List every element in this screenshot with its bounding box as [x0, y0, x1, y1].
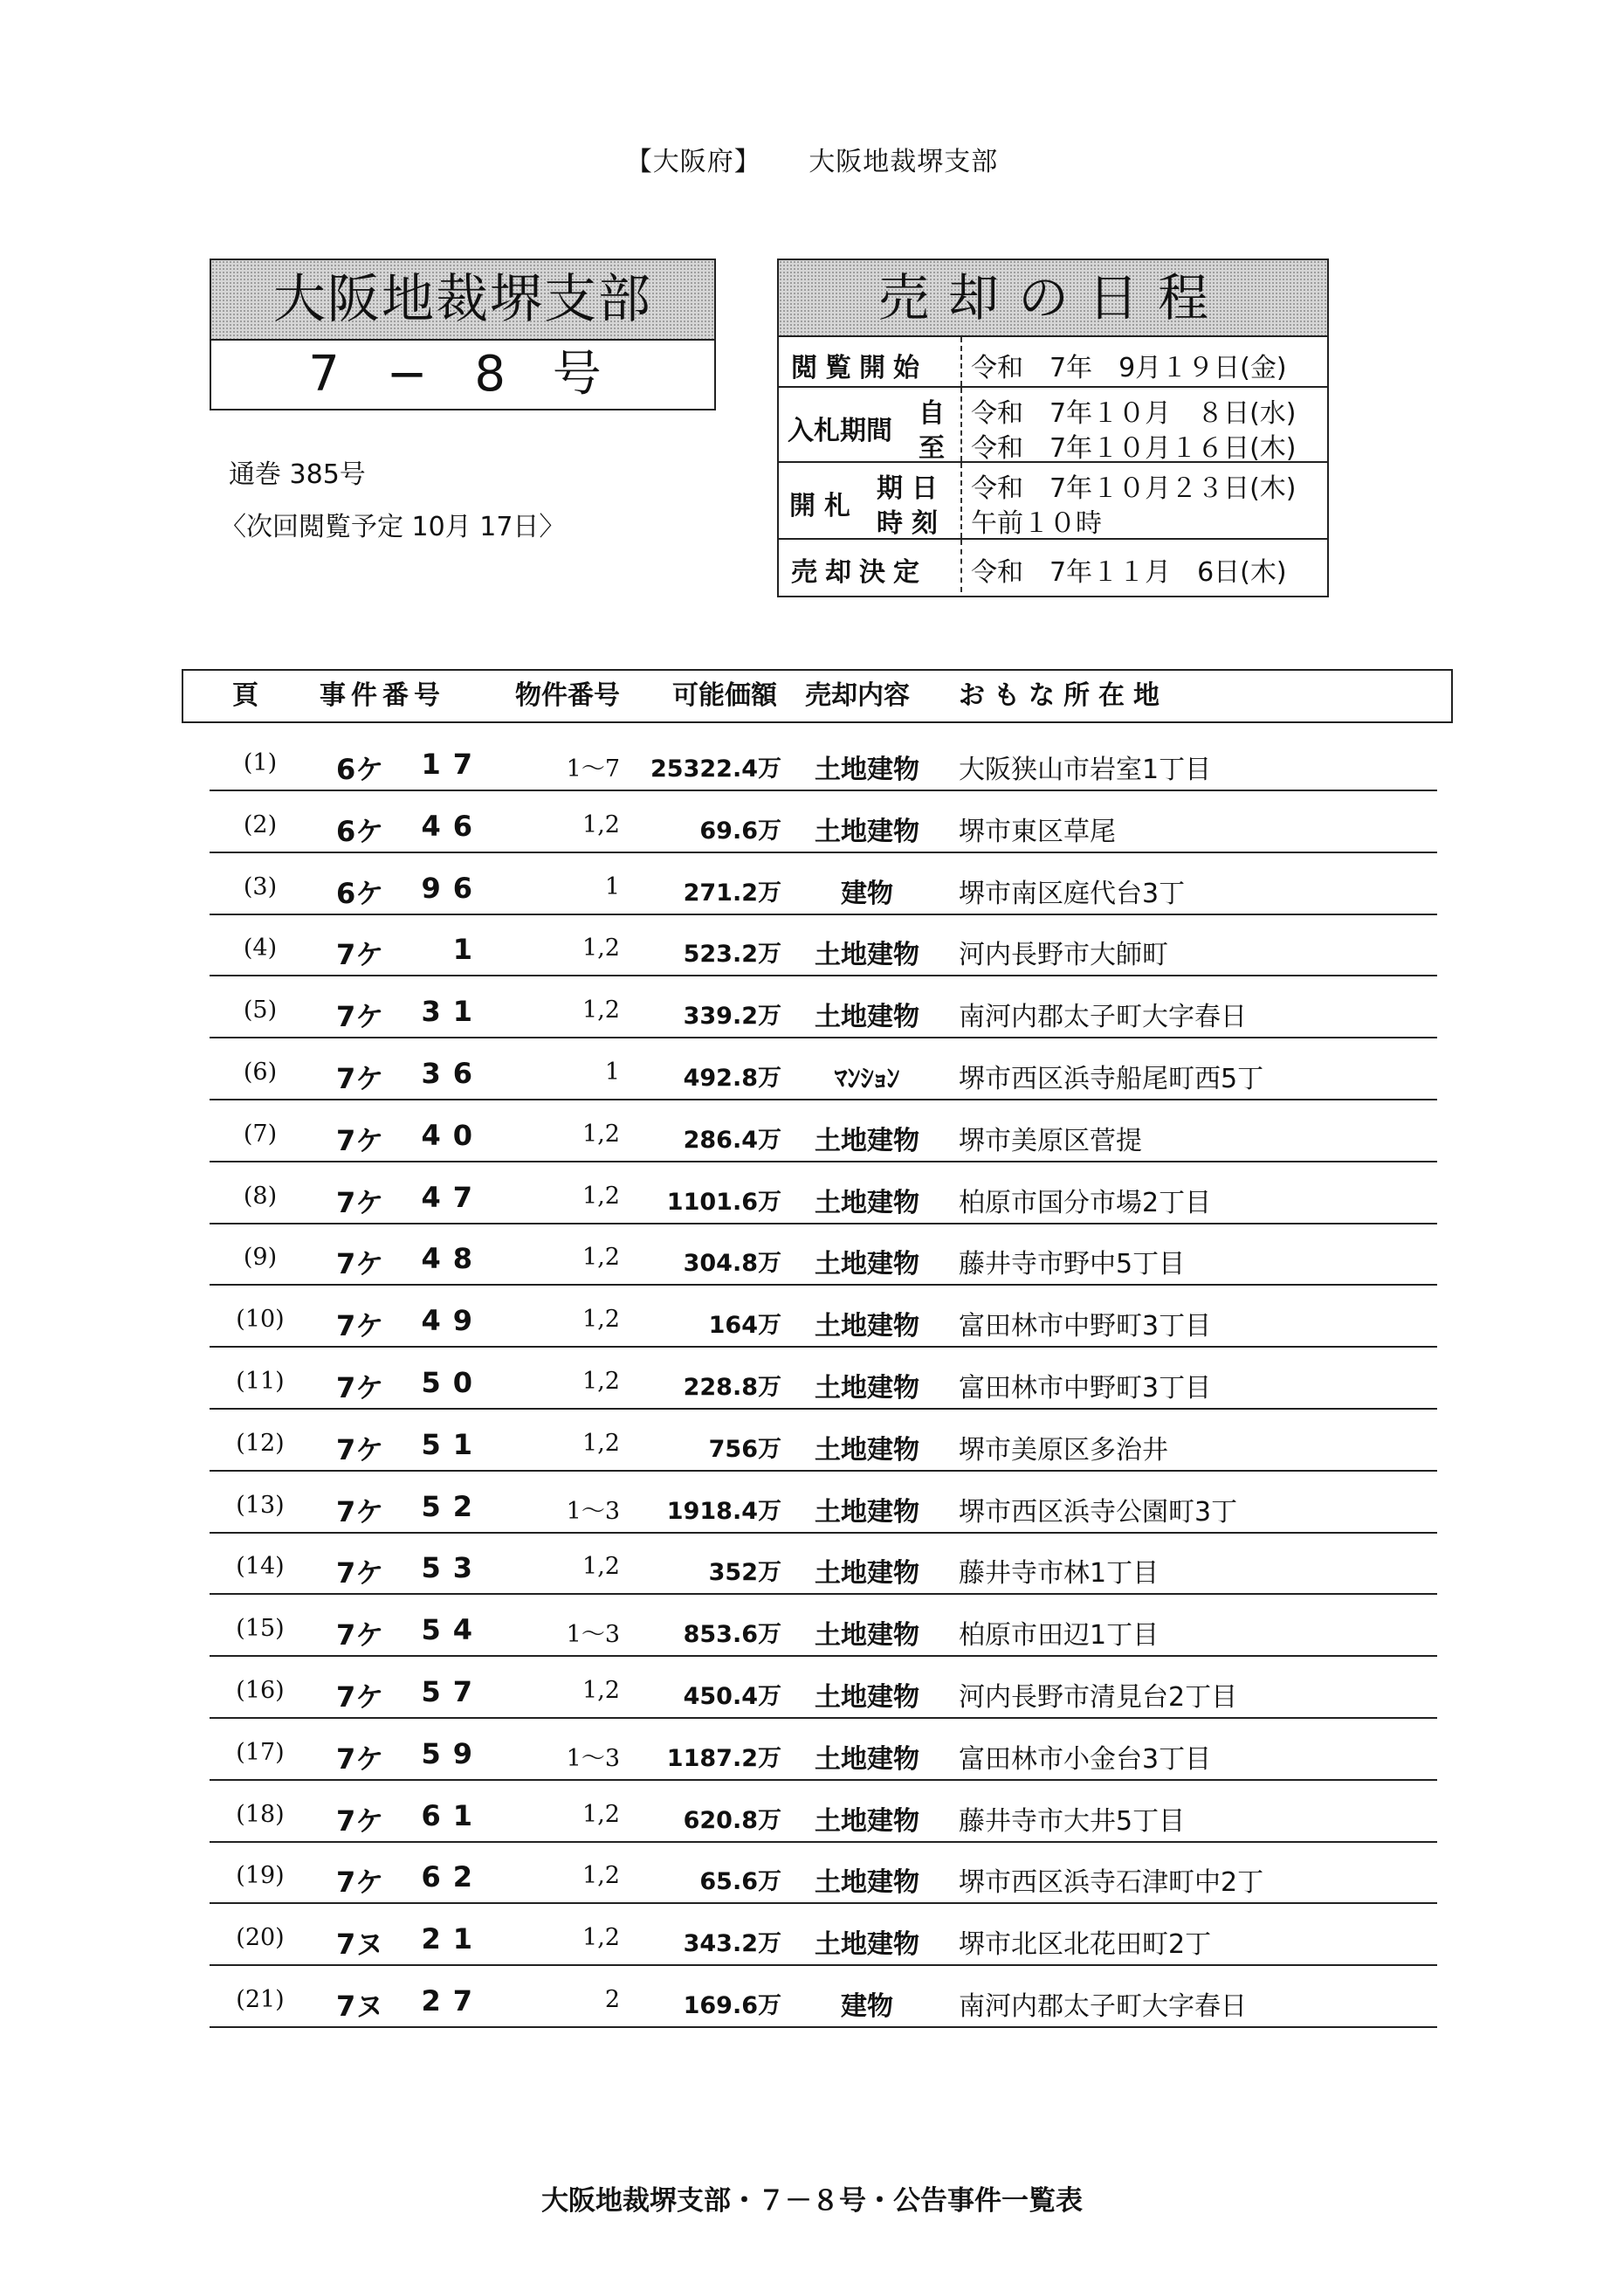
row-price: 304.8万 — [683, 1250, 781, 1277]
row-case-number: 57 — [421, 1675, 485, 1708]
row-divider — [210, 1593, 1437, 1595]
row-case-number: 50 — [421, 1366, 485, 1399]
row-case: 7ケ — [336, 1866, 384, 1899]
row-case: 6ケ — [336, 753, 384, 786]
schedule-row-opening — [779, 463, 1327, 540]
row-address: 堺市北区北花田町2丁 — [959, 1929, 1212, 1960]
row-page: (17) — [236, 1739, 285, 1766]
row-divider — [210, 2026, 1437, 2028]
row-sale-type: 土地建物 — [815, 1311, 919, 1342]
row-sale-type: 土地建物 — [815, 1929, 919, 1960]
sale-schedule-box — [777, 259, 1329, 597]
row-address: 堺市南区庭代台3丁 — [959, 879, 1186, 909]
row-divider — [210, 852, 1437, 853]
row-price: 1918.4万 — [666, 1498, 781, 1525]
page-header — [0, 140, 1624, 178]
row-property-number: 2 — [604, 1986, 620, 2013]
row-sale-type: 土地建物 — [815, 1867, 919, 1898]
row-case-number: 62 — [421, 1860, 485, 1893]
row-sale-type: 土地建物 — [815, 1249, 919, 1280]
row-property-number: 1,2 — [582, 1244, 620, 1271]
row-property-number: 1,2 — [582, 997, 620, 1024]
row-price: 1187.2万 — [666, 1745, 781, 1772]
row-sale-type: 土地建物 — [815, 940, 919, 970]
row-case: 7ケ — [336, 1371, 384, 1404]
opening-date-label: 期日 — [877, 473, 946, 504]
opening-time-label: 時刻 — [877, 508, 946, 539]
row-page: (16) — [236, 1677, 285, 1704]
row-divider — [210, 1902, 1437, 1904]
row-sale-type: 土地建物 — [815, 1744, 919, 1775]
row-property-number: 1,2 — [582, 1553, 620, 1580]
court-label: 大阪地裁堺支部 — [809, 147, 999, 177]
row-divider — [210, 1037, 1437, 1038]
row-page: (21) — [236, 1986, 285, 2013]
row-property-number: 1 — [604, 873, 620, 900]
row-case: 7ケ — [336, 1618, 384, 1652]
row-property-number: 1〜3 — [566, 1621, 620, 1648]
row-address: 堺市美原区菅提 — [959, 1126, 1142, 1156]
volume-number: 通巻 385号 — [229, 459, 366, 490]
row-case: 7ヌ — [336, 1928, 384, 1961]
row-case-number: 40 — [421, 1119, 485, 1152]
row-property-number: 1,2 — [582, 935, 620, 962]
row-price: 492.8万 — [683, 1065, 781, 1092]
row-case-number: 47 — [421, 1181, 485, 1214]
row-case: 7ケ — [336, 1804, 384, 1838]
row-price: 339.2万 — [683, 1003, 781, 1030]
row-case: 7ケ — [336, 1309, 384, 1342]
row-case: 7ヌ — [336, 1990, 384, 2023]
title-box — [210, 259, 716, 410]
row-price: 853.6万 — [683, 1621, 781, 1648]
row-case-number: 53 — [421, 1551, 485, 1584]
row-property-number: 1 — [604, 1059, 620, 1086]
row-page: (11) — [236, 1368, 285, 1395]
row-divider — [210, 1161, 1437, 1162]
table-header — [182, 669, 1453, 723]
row-price: 228.8万 — [683, 1374, 781, 1401]
row-address: 堺市美原区多治井 — [959, 1435, 1168, 1466]
row-property-number: 1,2 — [582, 1430, 620, 1457]
row-price: 756万 — [708, 1436, 781, 1463]
row-price: 169.6万 — [683, 1992, 781, 2019]
header-property-number: 物件番号 — [515, 680, 620, 711]
row-page: (3) — [243, 873, 278, 900]
row-divider — [210, 1655, 1437, 1657]
viewing-label-text: 閲覧開始 — [791, 353, 927, 383]
row-price: 69.6万 — [699, 817, 781, 845]
row-page: (2) — [243, 811, 278, 838]
row-sale-type: 土地建物 — [815, 1682, 919, 1713]
row-page: (13) — [236, 1492, 285, 1519]
row-page: (14) — [236, 1553, 285, 1580]
row-property-number: 1〜7 — [566, 755, 620, 783]
row-price: 352万 — [708, 1559, 781, 1586]
row-case-number: 48 — [421, 1242, 485, 1275]
row-divider — [210, 1284, 1437, 1286]
bid-to-value: 令和 7年１０月１６日(木) — [971, 433, 1297, 464]
row-address: 南河内郡太子町大字春日 — [959, 1991, 1247, 2022]
row-case-number: 36 — [421, 1057, 485, 1090]
row-price: 450.4万 — [683, 1683, 781, 1710]
row-address: 柏原市国分市場2丁目 — [959, 1188, 1212, 1218]
row-divider — [210, 1717, 1437, 1719]
row-sale-type: 建物 — [841, 879, 893, 909]
row-property-number: 1〜3 — [566, 1498, 620, 1525]
row-address: 堺市東区草尾 — [959, 817, 1116, 847]
row-sale-type: ﾏﾝｼｮﾝ — [834, 1064, 900, 1094]
row-case-number: 59 — [421, 1737, 485, 1770]
row-case-number: 54 — [421, 1613, 485, 1646]
row-page: (8) — [243, 1183, 278, 1210]
row-address: 堺市西区浜寺石津町中2丁 — [959, 1867, 1264, 1898]
row-property-number: 1,2 — [582, 1121, 620, 1148]
row-divider — [210, 1346, 1437, 1348]
row-property-number: 1,2 — [582, 1924, 620, 1951]
row-property-number: 1,2 — [582, 1368, 620, 1395]
header-address: おもな所在地 — [959, 680, 1168, 711]
opening-time-value: 午前１０時 — [971, 508, 1102, 539]
header-sale-type: 売却内容 — [805, 680, 910, 711]
schedule-row-bidding — [779, 388, 1327, 463]
row-address: 藤井寺市大井5丁目 — [959, 1806, 1186, 1837]
row-address: 藤井寺市野中5丁目 — [959, 1249, 1186, 1280]
row-page: (19) — [236, 1862, 285, 1889]
row-case: 7ケ — [336, 1433, 384, 1466]
row-case: 7ケ — [336, 938, 384, 971]
row-price: 620.8万 — [683, 1807, 781, 1834]
row-divider — [210, 1408, 1437, 1410]
row-price: 271.2万 — [683, 879, 781, 907]
row-case: 7ケ — [336, 1124, 384, 1157]
row-divider — [210, 1223, 1437, 1224]
row-address: 河内長野市大師町 — [959, 940, 1168, 970]
row-case: 7ケ — [336, 1495, 384, 1528]
row-case: 7ケ — [336, 1680, 384, 1714]
row-page: (6) — [243, 1059, 278, 1086]
row-property-number: 1,2 — [582, 1183, 620, 1210]
decision-value: 令和 7年１１月 6日(木) — [971, 557, 1287, 588]
row-case: 7ケ — [336, 1556, 384, 1590]
row-sale-type: 土地建物 — [815, 1126, 919, 1156]
row-case: 7ケ — [336, 1742, 384, 1776]
row-property-number: 1,2 — [582, 1862, 620, 1889]
row-page: (20) — [236, 1924, 285, 1951]
bid-from-value: 令和 7年１０月 ８日(水) — [971, 398, 1297, 429]
header-case-number: 事件番号 — [320, 680, 445, 711]
row-address: 富田林市中野町3丁目 — [959, 1373, 1212, 1404]
row-sale-type: 土地建物 — [815, 1002, 919, 1032]
row-page: (12) — [236, 1430, 285, 1457]
row-address: 南河内郡太子町大字春日 — [959, 1002, 1247, 1032]
row-case: 6ケ — [336, 877, 384, 910]
row-address: 富田林市小金台3丁目 — [959, 1744, 1212, 1775]
row-price: 523.2万 — [683, 941, 781, 968]
row-case-number: 31 — [421, 995, 485, 1028]
next-viewing-date: 〈次回閲覧予定 10月 17日〉 — [220, 512, 566, 542]
bid-from-label: 自 — [919, 398, 945, 429]
schedule-title: 売却の日程 — [779, 260, 1327, 337]
row-sale-type: 建物 — [841, 1991, 893, 2022]
row-case-number: 51 — [421, 1428, 485, 1461]
schedule-row-viewing — [779, 337, 1327, 388]
row-sale-type: 土地建物 — [815, 1373, 919, 1404]
row-page: (15) — [236, 1615, 285, 1642]
row-page: (18) — [236, 1801, 285, 1828]
row-sale-type: 土地建物 — [815, 755, 919, 785]
header-price: 可能価額 — [672, 680, 777, 711]
bidding-label — [779, 388, 962, 464]
row-page: (9) — [243, 1244, 278, 1271]
row-page: (10) — [236, 1306, 285, 1333]
row-price: 1101.6万 — [666, 1189, 781, 1216]
row-property-number: 1,2 — [582, 1306, 620, 1333]
row-case-number: 61 — [421, 1799, 485, 1832]
row-address: 富田林市中野町3丁目 — [959, 1311, 1212, 1342]
row-case-number: 52 — [421, 1490, 485, 1523]
row-address: 堺市西区浜寺船尾町西5丁 — [959, 1064, 1264, 1094]
row-property-number: 1,2 — [582, 1677, 620, 1704]
row-price: 286.4万 — [683, 1127, 781, 1154]
row-case: 6ケ — [336, 815, 384, 848]
issue-number: 7 − 8 号 — [308, 346, 617, 403]
row-case: 7ケ — [336, 1062, 384, 1095]
bid-to-label: 至 — [919, 433, 945, 464]
row-sale-type: 土地建物 — [815, 1497, 919, 1528]
row-case-number: 46 — [421, 810, 485, 843]
row-sale-type: 土地建物 — [815, 1620, 919, 1651]
row-divider — [210, 1779, 1437, 1781]
row-divider — [210, 1099, 1437, 1100]
row-case: 7ケ — [336, 1247, 384, 1280]
row-case-number: 96 — [421, 872, 485, 905]
page-footer: 大阪地裁堺支部・７－８号・公告事件一覧表 — [541, 2185, 1083, 2217]
bidding-label-text: 入札期間 — [788, 416, 892, 446]
row-page: (7) — [243, 1121, 278, 1148]
viewing-label — [779, 337, 962, 386]
row-divider — [210, 790, 1437, 791]
row-case: 7ケ — [336, 1000, 384, 1033]
row-case-number: 27 — [421, 1984, 485, 2018]
row-divider — [210, 975, 1437, 976]
row-case-number: 1 — [452, 933, 485, 966]
row-property-number: 1,2 — [582, 811, 620, 838]
row-price: 343.2万 — [683, 1930, 781, 1957]
decision-label-text: 売却決定 — [791, 557, 927, 588]
row-divider — [210, 1470, 1437, 1472]
opening-label-text: 開札 — [789, 491, 859, 521]
court-name-title: 大阪地裁堺支部 — [211, 260, 714, 341]
row-sale-type: 土地建物 — [815, 1806, 919, 1837]
row-address: 大阪狭山市岩室1丁目 — [959, 755, 1212, 785]
row-divider — [210, 1532, 1437, 1534]
schedule-row-decision — [779, 540, 1327, 592]
row-price: 25322.4万 — [650, 755, 781, 783]
row-page: (5) — [243, 997, 278, 1024]
row-price: 164万 — [708, 1312, 781, 1339]
row-address: 藤井寺市林1丁目 — [959, 1558, 1160, 1589]
viewing-value: 令和 7年 9月１９日(金) — [971, 353, 1287, 383]
row-case-number: 17 — [421, 748, 485, 781]
decision-label — [779, 540, 962, 592]
row-sale-type: 土地建物 — [815, 817, 919, 847]
row-divider — [210, 1964, 1437, 1966]
row-page: (4) — [243, 935, 278, 962]
prefecture-label: 【大阪府】 — [625, 147, 761, 177]
row-address: 堺市西区浜寺公園町3丁 — [959, 1497, 1238, 1528]
row-sale-type: 土地建物 — [815, 1558, 919, 1589]
row-property-number: 1,2 — [582, 1801, 620, 1828]
row-sale-type: 土地建物 — [815, 1435, 919, 1466]
row-case-number: 21 — [421, 1922, 485, 1955]
row-property-number: 1〜3 — [566, 1745, 620, 1772]
opening-date-value: 令和 7年１０月２３日(木) — [971, 473, 1297, 504]
row-case-number: 49 — [421, 1304, 485, 1337]
header-page: 頁 — [232, 680, 258, 711]
row-price: 65.6万 — [699, 1868, 781, 1895]
row-divider — [210, 914, 1437, 915]
row-sale-type: 土地建物 — [815, 1188, 919, 1218]
row-divider — [210, 1841, 1437, 1843]
row-address: 柏原市田辺1丁目 — [959, 1620, 1160, 1651]
row-page: (1) — [243, 749, 278, 776]
row-case: 7ケ — [336, 1186, 384, 1219]
row-address: 河内長野市清見台2丁目 — [959, 1682, 1238, 1713]
opening-label — [779, 463, 962, 538]
